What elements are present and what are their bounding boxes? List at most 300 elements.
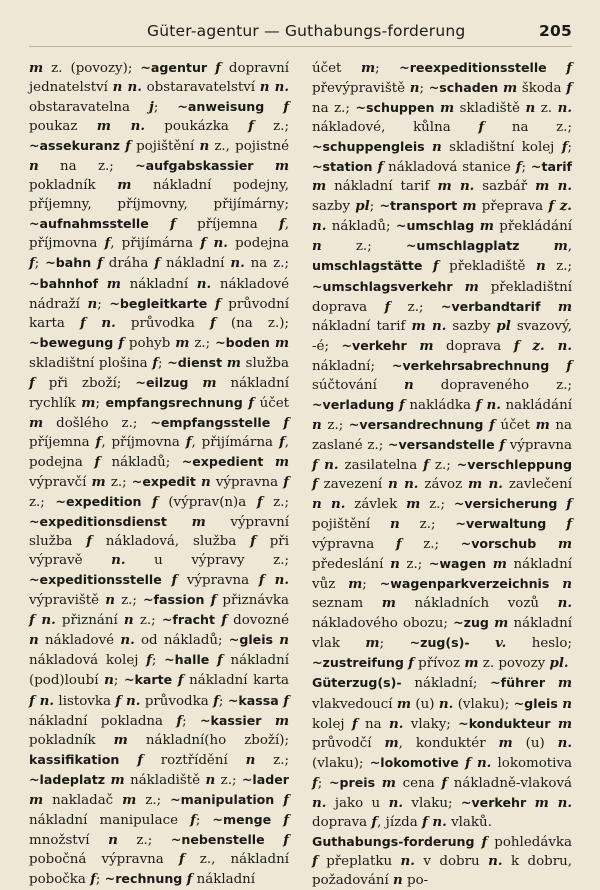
headword: ~station: [312, 159, 373, 175]
grammar-label: v.: [495, 635, 507, 652]
entry-text: [270, 416, 283, 431]
entry-text: pojištění: [312, 517, 391, 533]
grammar-label: m n.: [468, 475, 503, 492]
entry-text: účet: [494, 417, 536, 433]
grammar-label: n: [403, 376, 414, 393]
entry-text: z.;: [545, 259, 572, 275]
grammar-label: m n.: [534, 794, 572, 811]
grammar-label: n: [104, 672, 114, 689]
grammar-label: f: [566, 60, 572, 76]
dictionary-entry: [312, 58, 572, 673]
grammar-label: n: [205, 771, 216, 788]
entry-text: při výpravě: [29, 534, 289, 569]
entry-text: z., pojistné: [209, 139, 290, 155]
grammar-label: m: [494, 615, 509, 632]
headword: ~versicherung: [453, 496, 558, 512]
entry-text: pokladník: [29, 732, 114, 748]
entry-text: nákladní rychlík: [29, 375, 289, 411]
entry-text: [271, 813, 283, 828]
entry-text: obstaravatelna: [29, 100, 149, 116]
grammar-label: n: [108, 831, 118, 848]
entry-text: z.;: [189, 335, 216, 351]
entry-text: od nákladů;: [134, 633, 229, 649]
dictionary-entry: [312, 673, 572, 831]
headword: ~zustreifung: [312, 655, 404, 671]
grammar-label: m: [81, 394, 96, 411]
grammar-label: m: [106, 275, 121, 292]
text-columns: [29, 58, 572, 890]
grammar-label: f: [478, 119, 485, 136]
grammar-label: n: [312, 238, 322, 255]
grammar-label: f: [423, 456, 429, 473]
entry-text: přívoz: [413, 656, 465, 672]
entry-text: ;: [153, 100, 178, 116]
entry-text: nákladní pokladna: [29, 713, 177, 729]
entry-text: (výprav(n)a: [157, 495, 257, 511]
headword: ~begleitkarte: [109, 295, 208, 311]
grammar-label: m: [396, 695, 412, 712]
entry-text: svazový, -é;: [312, 318, 573, 354]
headword: ~verschleppung: [456, 456, 572, 472]
entry-text: nákladového obozu;: [312, 616, 454, 632]
entry-text: přiznání: [55, 613, 124, 629]
grammar-label: n: [199, 138, 210, 155]
grammar-label: m: [553, 238, 568, 255]
grammar-label: f: [561, 139, 568, 156]
headword: ~schuppen: [355, 100, 435, 116]
entry-text: [188, 376, 202, 391]
entry-text: [526, 796, 534, 811]
grammar-label: f: [278, 216, 285, 233]
entry-text: roztřídění: [142, 752, 246, 768]
grammar-label: m: [312, 178, 327, 195]
entry-text: [550, 717, 557, 732]
entry-text: [475, 835, 482, 850]
entry-text: cena: [395, 775, 442, 791]
grammar-label: f n.: [422, 813, 447, 830]
entry-text: [536, 537, 558, 552]
header-rule: [29, 46, 572, 47]
entry-text: na: [357, 716, 389, 732]
grammar-label: f: [566, 80, 572, 97]
entry-text: v dobru: [414, 853, 489, 869]
entry-text: nákladně-vlaková: [447, 775, 572, 791]
entry-text: [540, 300, 557, 315]
entry-text: [545, 676, 558, 691]
grammar-label: f: [118, 334, 124, 351]
grammar-label: f: [221, 612, 227, 629]
grammar-label: f: [213, 692, 219, 709]
grammar-label: m: [360, 60, 376, 76]
entry-text: nákladní vůz: [312, 557, 572, 593]
headword: ~schuppengleis: [312, 139, 425, 155]
entry-text: ;: [113, 673, 124, 689]
grammar-label: m: [557, 536, 572, 553]
page-number: 205: [539, 22, 572, 40]
running-head: Güter-agentur — Guthabungs-forderung: [147, 22, 466, 40]
entry-text: [425, 140, 432, 155]
grammar-label: f n.: [115, 692, 141, 709]
grammar-label: f: [515, 159, 522, 176]
grammar-label: f: [210, 314, 216, 331]
grammar-label: f: [217, 652, 223, 669]
headword: ~führer: [490, 675, 546, 691]
grammar-label: n.: [120, 632, 135, 649]
headword: ~kassier: [199, 712, 262, 728]
grammar-label: f: [566, 516, 572, 533]
headword: ~expeditionsdienst: [29, 514, 167, 530]
headword: ~wagen: [428, 556, 487, 572]
grammar-label: n n.: [259, 79, 289, 96]
grammar-label: m: [384, 734, 399, 751]
entry-text: [375, 776, 382, 791]
entry-text: na z.;: [312, 101, 356, 117]
headword: ~halle: [164, 652, 210, 668]
grammar-label: m: [202, 374, 217, 391]
headword: ~versandstelle: [387, 436, 495, 452]
grammar-label: n: [562, 695, 573, 712]
grammar-label: m n.: [411, 317, 447, 334]
entry-text: z.;: [321, 417, 349, 433]
entry-text: nakládání: [500, 397, 572, 413]
grammar-label: n: [562, 576, 572, 593]
entry-text: z.: [535, 101, 558, 117]
entry-text: při zboží;: [34, 375, 136, 391]
entry-text: nákladní (pod)loubí: [29, 653, 289, 689]
grammar-label: f: [464, 754, 471, 771]
entry-text: poukaz: [29, 119, 97, 135]
entry-text: závlek: [345, 497, 407, 513]
grammar-label: f: [190, 811, 196, 828]
grammar-label: f: [283, 473, 289, 490]
entry-text: nákladní: [192, 871, 256, 887]
dictionary-entry: [312, 832, 572, 890]
headword: ~versandrechnung: [348, 416, 484, 432]
entry-text: dopravní jednatelství: [29, 61, 289, 96]
entry-text: [207, 297, 215, 312]
entry-text: nakladač: [43, 792, 123, 808]
entry-text: vlaku;: [403, 795, 461, 811]
entry-text: poukázka: [145, 119, 249, 135]
grammar-label: f: [29, 255, 35, 272]
entry-text: [98, 277, 107, 292]
entry-text: nákladní: [120, 276, 197, 292]
grammar-label: f n.: [312, 456, 339, 473]
entry-text: ;: [195, 812, 213, 828]
grammar-label: n: [245, 751, 256, 768]
entry-text: nákladiště: [124, 772, 206, 788]
headword: ~zug(s)-: [409, 635, 470, 651]
entry-text: převýpraviště: [312, 81, 410, 97]
headword: ~aufgabskassier: [135, 158, 254, 174]
grammar-label: f: [377, 159, 384, 176]
headword: ~reexpeditionsstelle: [399, 60, 547, 75]
grammar-label: f: [137, 751, 143, 768]
grammar-label: f: [185, 433, 192, 450]
entry-text: po-: [402, 872, 429, 888]
grammar-label: f: [283, 831, 289, 848]
entry-text: příjemna: [29, 434, 96, 450]
entry-text: doprava: [312, 814, 372, 830]
entry-text: ,: [567, 239, 572, 255]
entry-text: na z.;: [244, 256, 290, 272]
headword: ~empfangsstelle: [150, 414, 271, 430]
entry-text: výpraviště: [29, 593, 106, 609]
grammar-label: f: [566, 357, 572, 374]
entry-text: průvodčí: [312, 735, 385, 751]
entry-text: výpravčí: [29, 474, 92, 490]
headword: ~bahnhof: [29, 275, 99, 291]
entry-text: vlaků.: [446, 814, 492, 830]
entry-text: podejna: [227, 236, 289, 252]
entry-text: [549, 359, 566, 374]
entry-text: (vlaku);: [312, 755, 370, 771]
entry-text: na z.;: [484, 120, 572, 136]
entry-text: překladiště: [438, 259, 536, 275]
grammar-label: n.: [111, 552, 126, 569]
entry-text: ;: [95, 871, 105, 887]
entry-text: překladištní doprava: [312, 279, 572, 315]
grammar-label: j: [148, 99, 154, 116]
entry-text: na zaslané z.;: [312, 417, 572, 453]
grammar-label: f n.: [258, 572, 289, 589]
grammar-label: f: [152, 354, 159, 371]
headword: ~umschlagsverkehr: [312, 278, 453, 294]
entry-text: přeprava: [476, 199, 549, 215]
headword: ~umschlag: [395, 218, 475, 234]
entry-text: , podejna: [29, 434, 289, 470]
grammar-label: n.: [557, 734, 572, 751]
grammar-label: f n.: [29, 692, 54, 709]
entry-text: seznam: [312, 596, 382, 612]
headword: ~transport: [379, 198, 458, 214]
entry-text: průvodka: [115, 315, 210, 331]
headword: Güterzug(s)-: [312, 675, 402, 691]
grammar-label: n.: [488, 852, 503, 869]
entry-text: ;: [95, 395, 106, 411]
entry-text: z.;: [399, 557, 429, 573]
entry-text: nákladní tarif: [312, 318, 412, 334]
entry-text: , přijímárna: [191, 434, 279, 450]
headword: ~menge: [212, 811, 272, 827]
grammar-label: f n.: [29, 612, 56, 629]
grammar-label: f: [104, 235, 111, 252]
entry-text: překládání: [493, 219, 572, 235]
headword: ~kassa: [227, 692, 279, 708]
entry-text: skladištní kolej: [441, 140, 562, 156]
grammar-label: f: [210, 592, 217, 609]
headword: ~boden: [215, 334, 270, 350]
grammar-label: m n.: [96, 118, 145, 135]
entry-text: , jízda: [377, 814, 422, 830]
entry-text: přiznávka: [216, 593, 290, 609]
grammar-label: m: [274, 712, 289, 729]
grammar-label: f: [395, 536, 402, 553]
grammar-label: m n.: [437, 178, 475, 195]
entry-text: [162, 573, 172, 588]
entry-text: dovozné: [226, 613, 290, 629]
headword: ~lokomotive: [369, 754, 459, 770]
entry-text: nákladní;: [312, 358, 392, 374]
headword: ~dienst: [167, 354, 223, 370]
grammar-label: m: [462, 198, 477, 215]
entry-text: z. (povozy);: [43, 61, 141, 76]
grammar-label: f: [312, 774, 318, 791]
grammar-label: m: [226, 354, 241, 371]
entry-text: z.;: [420, 497, 454, 513]
entry-text: ;: [567, 140, 572, 156]
grammar-label: m: [557, 715, 572, 732]
grammar-label: n n.: [312, 496, 346, 513]
grammar-label: f: [283, 791, 290, 808]
headword: ~verladung: [312, 396, 395, 412]
entry-text: [265, 833, 284, 848]
grammar-label: f: [152, 494, 158, 511]
entry-text: sazbář: [474, 179, 536, 195]
grammar-label: f: [171, 572, 178, 589]
entry-text: z.;: [401, 537, 461, 553]
grammar-label: m: [274, 453, 289, 470]
headword: ~verwaltung: [455, 516, 547, 532]
entry-text: ;: [97, 296, 110, 312]
entry-text: došlého z.;: [43, 415, 151, 431]
grammar-label: m: [191, 514, 206, 531]
grammar-label: n: [279, 632, 289, 649]
grammar-label: m: [29, 60, 44, 76]
headword: ~aufnahmsstelle: [29, 216, 149, 232]
grammar-label: m: [29, 414, 44, 431]
entry-text: [549, 577, 562, 592]
entry-text: nákladní karta: [183, 673, 290, 689]
entry-text: [263, 455, 274, 470]
entry-text: z.;: [255, 752, 289, 768]
entry-text: ;: [375, 61, 400, 76]
grammar-label: f: [256, 494, 263, 511]
entry-text: pokladník: [29, 178, 118, 194]
entry-text: ;: [362, 577, 380, 593]
entry-text: zasilatelna: [338, 457, 424, 473]
grammar-label: n: [525, 100, 536, 117]
entry-text: ;: [379, 636, 410, 652]
grammar-label: f: [278, 433, 285, 450]
entry-text: škoda: [517, 81, 567, 97]
entry-text: [557, 497, 566, 512]
entry-text: předeslání: [312, 557, 391, 573]
grammar-label: f: [146, 652, 152, 669]
grammar-label: m: [557, 675, 572, 692]
grammar-label: f: [248, 118, 254, 135]
entry-text: ;: [521, 160, 531, 176]
entry-text: dráha: [102, 256, 155, 272]
entry-text: nákladní: [160, 256, 231, 272]
entry-text: [519, 239, 553, 254]
entry-text: sazby: [446, 318, 497, 334]
entry-text: nákladová stanice: [383, 160, 516, 176]
grammar-label: m: [274, 334, 289, 351]
grammar-label: f: [312, 475, 318, 492]
headword: ~expedit: [131, 473, 196, 489]
entry-text: účet: [254, 395, 289, 411]
entry-text: nákladních vozů: [395, 596, 558, 612]
entry-text: [141, 495, 152, 510]
grammar-label: f: [250, 533, 256, 550]
headword: ~vorschub: [460, 536, 537, 552]
grammar-label: f: [86, 533, 92, 550]
headword: ~assekuranz: [29, 138, 120, 154]
page-header: [29, 22, 572, 54]
grammar-label: f: [398, 396, 405, 413]
entry-text: ;: [218, 693, 228, 709]
headword: ~kondukteur: [458, 715, 551, 731]
entry-text: ;: [369, 199, 380, 215]
entry-text: pohledávka: [487, 834, 572, 850]
grammar-label: f: [186, 870, 193, 887]
grammar-label: f: [384, 298, 391, 315]
grammar-label: n.: [230, 255, 245, 272]
entry-text: [207, 61, 215, 76]
entry-text: obstaravatelství: [141, 80, 260, 96]
entry-text: [209, 653, 217, 668]
headword: ~preis: [328, 774, 376, 790]
entry-text: z., nákladní pobočka: [29, 851, 289, 887]
headword: ~tarif: [530, 159, 572, 175]
grammar-label: f: [95, 433, 102, 450]
headword: ~schaden: [428, 80, 499, 96]
grammar-label: f n.: [475, 396, 501, 413]
entry-text: heslo;: [506, 636, 572, 652]
entry-text: z.;: [399, 517, 456, 533]
grammar-label: f z. n.: [312, 198, 572, 235]
entry-text: [546, 517, 566, 532]
entry-text: z.;: [29, 495, 56, 511]
entry-text: na z.;: [38, 159, 136, 175]
grammar-label: f: [283, 99, 289, 116]
entry-text: zavezení: [317, 476, 389, 492]
entry-text: , příjmovna: [29, 217, 289, 252]
grammar-label: f: [283, 692, 289, 709]
entry-text: nákladní manipulace: [29, 812, 191, 828]
grammar-label: n n.: [112, 79, 142, 96]
entry-text: u výpravy z.;: [125, 553, 289, 569]
headword: ~lader: [241, 771, 289, 787]
entry-text: výpravna: [505, 437, 572, 453]
headword: Guthabungs-forderung: [312, 833, 475, 849]
grammar-label: n: [390, 556, 400, 573]
entry-text: z. povozy: [478, 656, 550, 672]
entry-text: kolej: [312, 716, 352, 732]
headword: ~wagenparkverzeichnis: [379, 576, 550, 592]
grammar-label: m: [464, 655, 479, 672]
grammar-label: m: [110, 771, 125, 788]
grammar-label: m n.: [535, 178, 572, 195]
grammar-label: m: [498, 734, 513, 751]
grammar-label: f: [90, 870, 96, 887]
grammar-label: f: [248, 394, 255, 411]
grammar-label: n: [29, 158, 39, 175]
grammar-label: n n.: [388, 475, 419, 492]
entry-text: průvodní karta: [29, 296, 289, 331]
right-column: [312, 58, 572, 890]
entry-text: [486, 557, 493, 572]
entry-text: nákladové: [38, 633, 121, 649]
headword: ~nebenstelle: [170, 831, 265, 847]
entry-text: vlaky;: [403, 716, 459, 732]
grammar-label: n: [409, 80, 420, 97]
grammar-label: m: [464, 278, 479, 295]
headword: ~karte: [123, 672, 173, 688]
grammar-label: n.: [196, 275, 212, 292]
entry-text: lokomotiva: [491, 755, 573, 771]
